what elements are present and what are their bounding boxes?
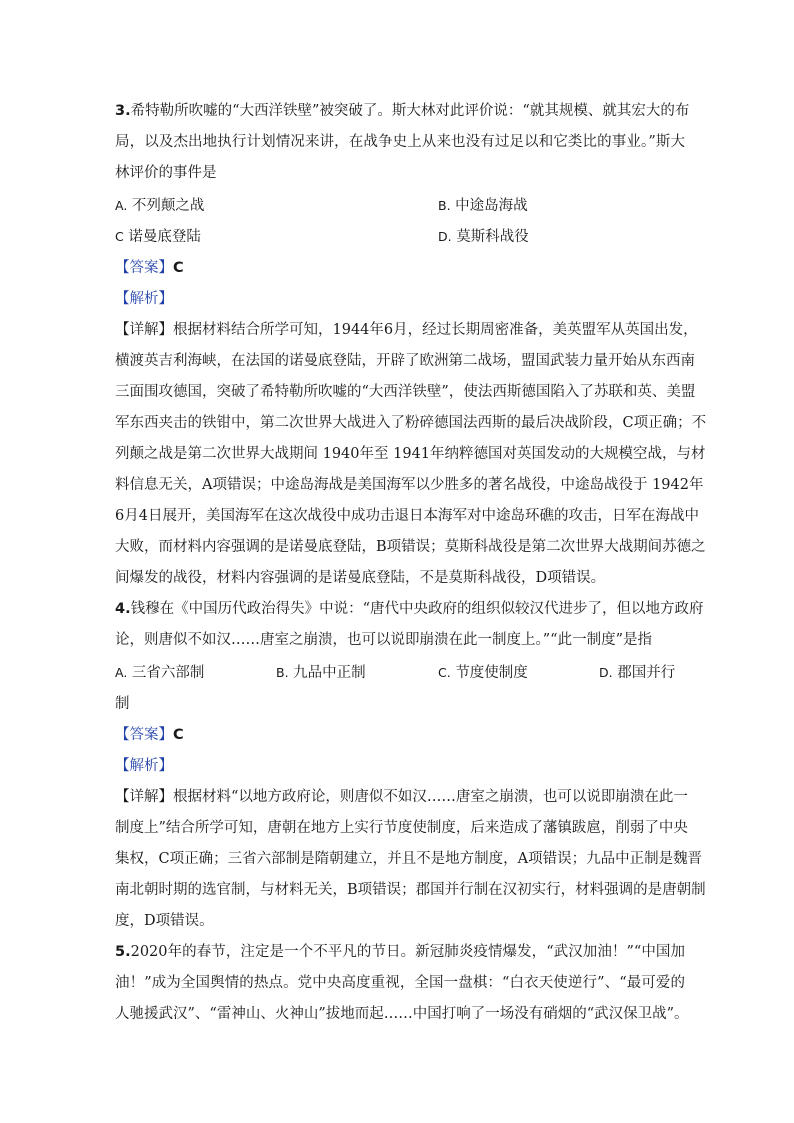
q4-stem-line-2: 论，则唐似不如汉……唐室之崩溃，也可以说即崩溃在此一制度上。”“此一制度”是指 bbox=[115, 632, 652, 648]
q4-option-c: C. 节度使制度 bbox=[438, 665, 528, 681]
q5-stem-line-3: 人驰援武汉”、“雷神山、火神山”拔地而起……中国打响了一场没有硝烟的“武汉保卫战”。 bbox=[115, 1006, 689, 1022]
q4-detail-line-2: 制度上”结合所学可知，唐朝在地方上实行节度使制度，后来造成了藩镇跋扈，削弱了中央 bbox=[115, 820, 688, 836]
q4-option-d: D. 郡国并行 bbox=[599, 665, 676, 681]
q5-number: 5. bbox=[115, 944, 131, 960]
q3-option-b: B. 中途岛海战 bbox=[438, 198, 528, 214]
q3-detail-line-9: 间爆发的战役，材料内容强调的是诺曼底登陆，不是莫斯科战役，D项错误。 bbox=[115, 570, 606, 586]
q4-number: 4. bbox=[115, 601, 131, 617]
q3-detail-line-1: 【详解】根据材料结合所学可知，1944年6月，经过长期周密准备，美英盟军从英国出发， bbox=[115, 322, 698, 338]
q3-stem-line-3: 林评价的事件是 bbox=[115, 165, 217, 181]
q3-detail-line-6: 料信息无关，A项错误；中途岛海战是美国海军以少胜多的著名战役，中途岛战役于 1942年 bbox=[115, 477, 704, 493]
q4-option-d-wrap: 制 bbox=[115, 696, 130, 712]
q3-analysis-label: 【解析】 bbox=[115, 291, 173, 307]
q3-number: 3. bbox=[115, 103, 131, 119]
q4-detail-line-1: 【详解】根据材料“以地方政府论，则唐似不如汉……唐室之崩溃，也可以说即崩溃在此一 bbox=[115, 789, 688, 805]
q4-detail-line-4: 南北朝时期的选官制，与材料无关，B项错误；郡国并行制在汉初实行，材料强调的是唐朝制 bbox=[115, 882, 706, 898]
q3-detail-line-2: 横渡英吉利海峡，在法国的诺曼底登陆，开辟了欧洲第二战场，盟国武装力量开始从东西南 bbox=[115, 353, 695, 369]
q3-detail-line-5: 列颠之战是第二次世界大战期间 1940年至 1941年纳粹德国对英国发动的大规模空战，与材 bbox=[115, 446, 706, 462]
q4-answer-value: C bbox=[173, 727, 184, 743]
q4-answer-label: 【答案】 bbox=[115, 727, 173, 743]
q3-detail-line-4: 军东西夹击的铁钳中，第二次世界大战进入了粉碎德国法西斯的最后决战阶段，C项正确；不 bbox=[115, 415, 707, 431]
q3-option-d: D. 莫斯科战役 bbox=[438, 229, 529, 245]
q3-stem-line-1: 3.希特勒所吹嘘的“大西洋铁壁”被突破了。斯大林对此评价说：“就其规模、就其宏大的布 bbox=[115, 103, 690, 119]
q5-stem-line-1: 5.2020年的春节，注定是一个不平凡的节日。新冠肺炎疫情爆发，“武汉加油！”“中国加 bbox=[115, 944, 685, 960]
q4-option-b: B. 九品中正制 bbox=[276, 665, 366, 681]
q4-detail-label: 【详解】 bbox=[115, 789, 173, 805]
q3-answer bbox=[115, 258, 685, 278]
q4-option-a: A. 三省六部制 bbox=[115, 665, 205, 681]
q3-detail-line-3: 三面围攻德国，突破了希特勒所吹嘘的“大西洋铁壁”，使法西斯德国陷入了苏联和英、美盟 bbox=[115, 384, 696, 400]
q5-stem-line-2: 油！”成为全国舆情的热点。党中央高度重视，全国一盘棋：“白衣天使逆行”、“最可爱的 bbox=[115, 975, 685, 991]
q4-analysis-label: 【解析】 bbox=[115, 758, 173, 774]
q3-detail-line-8: 大败，而材料内容强调的是诺曼底登陆，B项错误；莫斯科战役是第二次世界大战期间苏德之 bbox=[115, 539, 706, 555]
q4-detail-line-3: 集权，C项正确；三省六部制是隋朝建立，并且不是地方制度，A项错误；九品中正制是魏晋 bbox=[115, 851, 703, 867]
q3-detail-line-7: 6月4日展开，美国海军在这次战役中成功击退日本海军对中途岛环礁的攻击，日军在海战中 bbox=[115, 508, 699, 524]
q4-stem-line-1: 4.钱穆在《中国历代政治得失》中说：“唐代中央政府的组织似较汉代进步了，但以地方政府 bbox=[115, 601, 704, 617]
q4-detail-line-5: 度，D项错误。 bbox=[115, 913, 214, 929]
q4-answer bbox=[115, 725, 685, 745]
q3-answer-value: C bbox=[173, 260, 184, 276]
q3-option-c: C 诺曼底登陆 bbox=[115, 229, 201, 245]
q3-option-a: A. 不列颠之战 bbox=[115, 198, 205, 214]
q3-answer-label: 【答案】 bbox=[115, 260, 173, 276]
q3-stem-line-2: 局，以及杰出地执行计划情况来讲，在战争史上从来也没有过足以和它类比的事业。”斯大 bbox=[115, 134, 685, 150]
q3-detail-label: 【详解】 bbox=[115, 322, 173, 338]
